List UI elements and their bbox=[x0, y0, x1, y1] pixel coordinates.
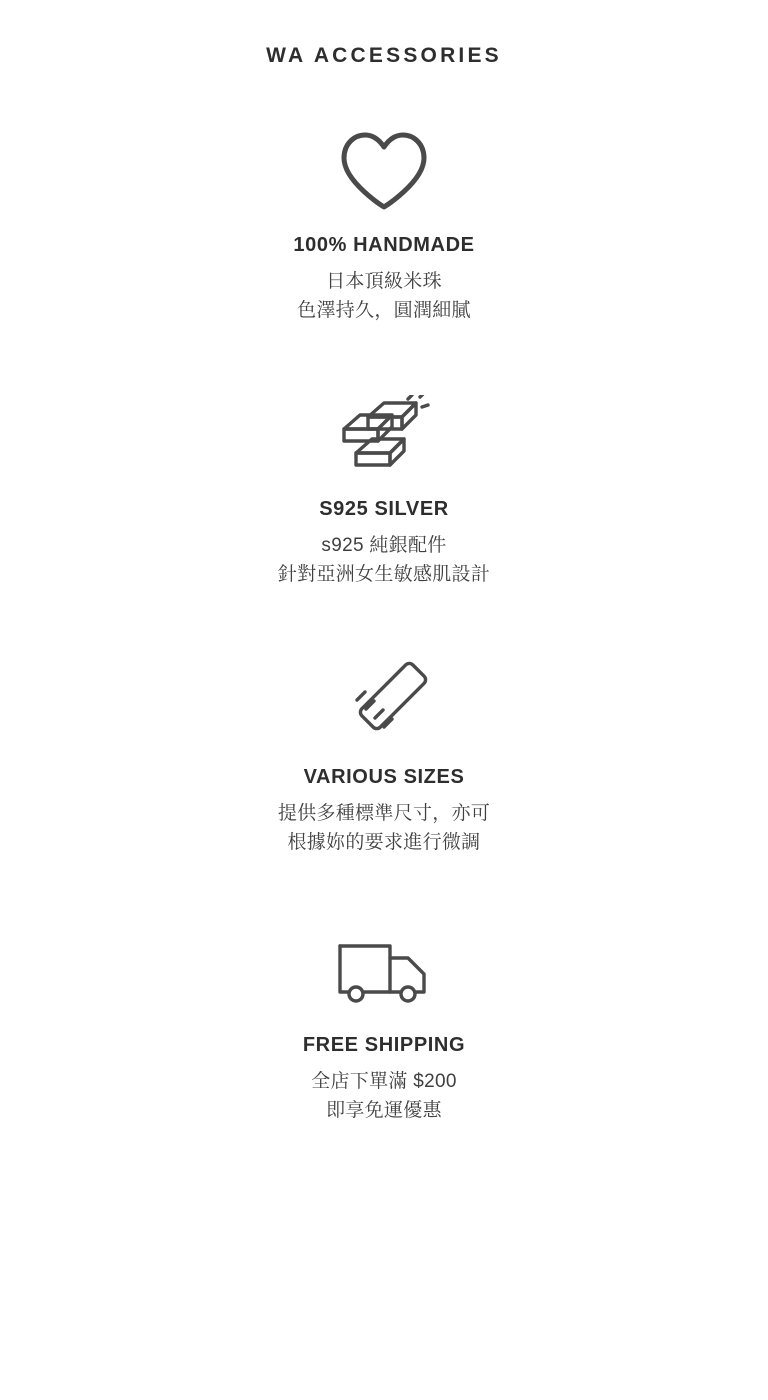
feature-description-line: 日本頂級米珠 bbox=[326, 271, 442, 292]
feature-description bbox=[278, 799, 490, 858]
feature-description-line: 即享免運優惠 bbox=[326, 1100, 442, 1122]
feature-description-line: 色澤持久，圓潤細膩 bbox=[297, 300, 471, 322]
feature-description-line: 針對亞洲女生敏感肌設計 bbox=[277, 564, 491, 586]
feature-description-line: 提供多種標準尺寸，亦可 bbox=[277, 802, 491, 824]
page-title: WA ACCESSORIES bbox=[266, 44, 502, 67]
feature-heading: FREE SHIPPING bbox=[302, 1033, 466, 1056]
ruler-icon bbox=[336, 656, 432, 752]
feature-description bbox=[297, 267, 471, 326]
feature-description-line: 全店下單滿 $200 bbox=[311, 1070, 457, 1092]
feature-description-line: s925 純銀配件 bbox=[321, 534, 447, 556]
feature-description-line: 根據妳的要求進行微調 bbox=[287, 832, 481, 854]
heart-icon bbox=[338, 124, 430, 220]
feature-heading: 100% HANDMADE bbox=[293, 234, 475, 256]
delivery-truck-icon bbox=[334, 924, 434, 1020]
feature-block-sizes bbox=[0, 656, 768, 858]
feature-heading: VARIOUS SIZES bbox=[303, 765, 465, 788]
feature-heading: S925 SILVER bbox=[319, 497, 449, 520]
feature-description bbox=[311, 1067, 457, 1126]
silver-bars-icon bbox=[334, 388, 434, 484]
feature-block-handmade bbox=[0, 124, 768, 326]
feature-block-silver bbox=[0, 388, 768, 590]
feature-block-shipping bbox=[0, 924, 768, 1126]
feature-description bbox=[278, 531, 490, 590]
